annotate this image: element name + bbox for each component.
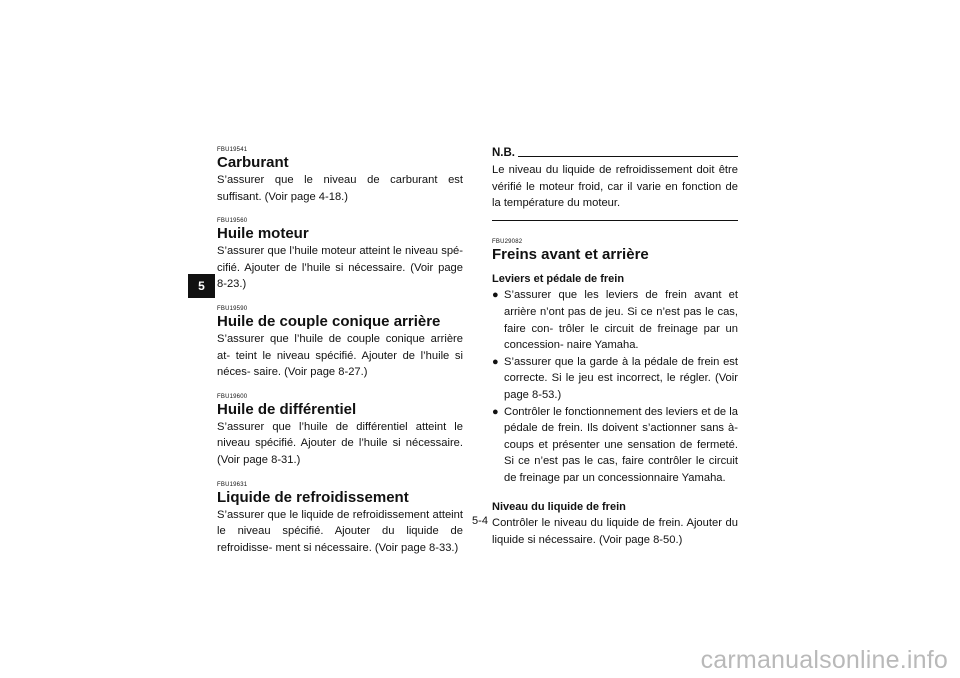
fluid-text: Contrôler le niveau du liquide de frein. Ajouter du liquide si nécessaire. (Voir page 8-50.) (492, 517, 738, 546)
section-text: S’assurer que le liquide de refroidissement atteint le niveau spécifié. Ajouter du liquide de refroidisse- ment si nécessaire. (Voir page 8-33.) (217, 508, 463, 554)
section-title: Liquide de refroidissement (217, 488, 409, 506)
section-engine-oil (217, 217, 463, 293)
section-title: Freins avant et arrière (492, 245, 649, 263)
fluid-subheading: Niveau du liquide de frein (492, 500, 626, 513)
section-code: FBU19600 (217, 393, 248, 400)
section-fuel (217, 146, 463, 205)
bullet-icon: ● (492, 289, 499, 302)
section-text: S’assurer que l’huile de différentiel atteint le niveau spécifié. Ajouter de l’huile si nécessaire. (Voir page 8-31.) (217, 420, 463, 466)
section-title: Huile de différentiel (217, 400, 357, 418)
note-box (492, 146, 738, 221)
left-column (217, 146, 463, 568)
right-column (492, 146, 738, 560)
section-code: FBU29082 (492, 238, 523, 245)
section-title: Huile moteur (217, 225, 309, 243)
page-number: 5-4 (472, 515, 488, 527)
note-text: Le niveau du liquide de refroidissement doit être vérifié le moteur froid, car il varie en fonction de la température du moteur. (492, 160, 738, 221)
list-item-text: Contrôler le fonctionnement des leviers et de la pédale de frein. Ils doivent s’actionner sans à- coups et présenter une sensation de fermeté. Si ce n’est pas le cas, faire contrôler le circuit de freinage par un concessionnaire Yamaha. (504, 405, 738, 484)
levers-subheading: Leviers et pédale de frein (492, 272, 625, 285)
section-code: FBU19560 (217, 218, 248, 225)
section-final-gear-oil (217, 305, 463, 381)
section-code: FBU19590 (217, 305, 248, 312)
section-title: Carburant (217, 154, 289, 171)
list-item-text: S’assurer que les leviers de frein avant et arrière n’ont pas de jeu. Si ce n’est pas le cas, faire con- trôler le circuit de freinage par un concession- naire Yamaha. (504, 289, 738, 352)
section-brakes (492, 238, 738, 549)
note-label: N.B. (492, 147, 515, 159)
section-title: Huile de couple conique arrière (217, 312, 441, 330)
list-item (492, 354, 738, 404)
watermark: carmanualsonline.info (700, 646, 948, 674)
section-code: FBU19541 (217, 147, 248, 153)
section-text: S’assurer que le niveau de carburant est suffisant. (Voir page 4-18.) (217, 174, 463, 203)
chapter-tab: 5 (188, 274, 215, 298)
section-text: S’assurer que l’huile moteur atteint le niveau spé- cifié. Ajouter de l’huile si nécessaire. (Voir page 8-23.) (217, 245, 463, 291)
section-differential-oil (217, 393, 463, 469)
section-code: FBU19631 (217, 481, 248, 488)
list-item (492, 287, 738, 353)
brake-checklist (492, 287, 738, 486)
bullet-icon: ● (492, 355, 499, 368)
list-item-text: S’assurer que la garde à la pédale de frein est correcte. Si le jeu est incorrect, le régler. (Voir page 8-53.) (504, 355, 738, 401)
bullet-icon: ● (492, 405, 499, 418)
note-rule (518, 156, 738, 157)
list-item (492, 404, 738, 487)
note-header (492, 146, 738, 160)
section-text: S’assurer que l’huile de couple conique arrière at- teint le niveau spécifié. Ajouter de l’huile si néces- saire. (Voir page 8-27.) (217, 332, 463, 379)
